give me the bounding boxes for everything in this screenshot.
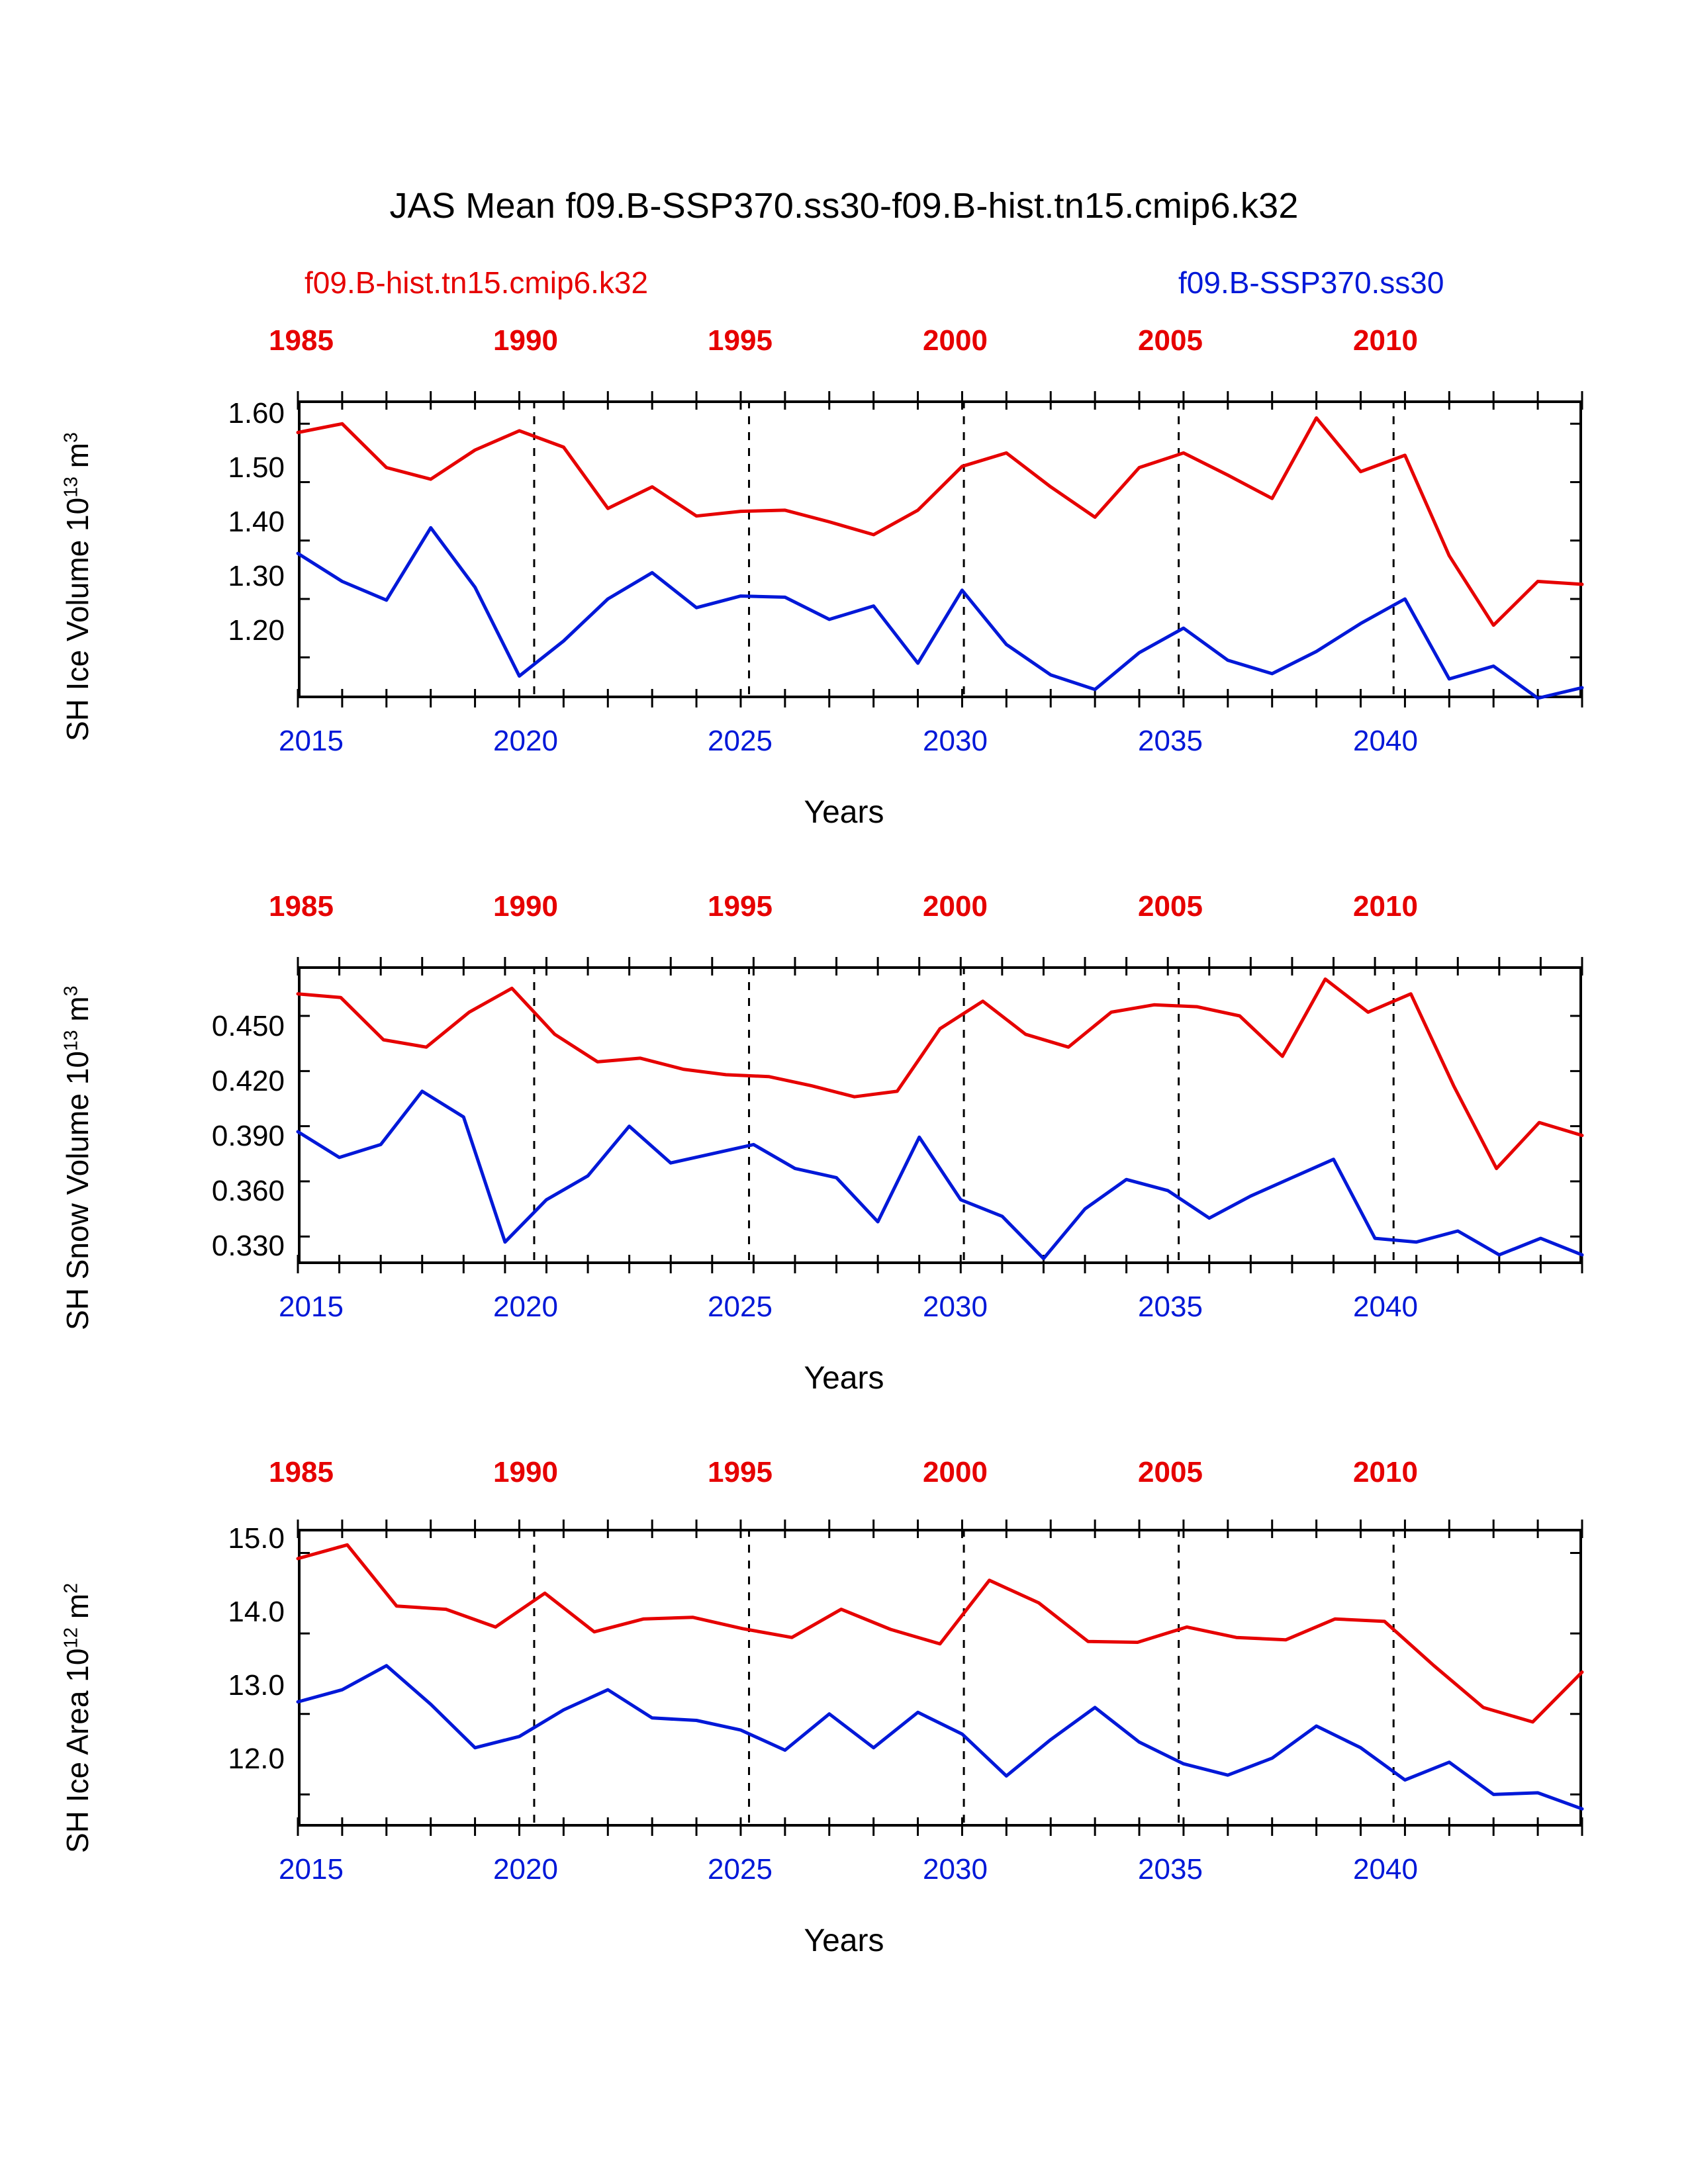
- bottom-tick-2040-p3: 2040: [1353, 1853, 1418, 1886]
- top-tick-1995: 1995: [708, 324, 773, 357]
- top-tick-1995-p3: 1995: [708, 1456, 773, 1488]
- ytick-0.360: 0.360: [211, 1175, 285, 1207]
- top-tick-1985-p2: 1985: [269, 890, 334, 923]
- y-axis-label-unit: m: [60, 1593, 95, 1627]
- ytick-1.30: 1.30: [228, 560, 285, 592]
- ytick-13.0: 13.0: [228, 1669, 285, 1702]
- bottom-tick-2030-p3: 2030: [923, 1853, 988, 1886]
- top-tick-1995-p2: 1995: [708, 890, 773, 923]
- bottom-tick-2035-p2: 2035: [1138, 1291, 1203, 1323]
- bottom-tick-2025-p2: 2025: [708, 1291, 773, 1323]
- ytick-0.450: 0.450: [211, 1010, 285, 1042]
- y-axis-label-unit: m: [60, 442, 95, 477]
- y-axis-label-unit: m: [60, 996, 95, 1030]
- page-title: JAS Mean f09.B-SSP370.ss30-f09.B-hist.tn15.cmip6.k32: [389, 186, 1299, 226]
- top-tick-2010: 2010: [1353, 324, 1418, 357]
- y-axis-label-exp: 13: [60, 477, 82, 498]
- bottom-tick-2020: 2020: [493, 725, 558, 757]
- y-axis-label-exp: 13: [60, 1030, 82, 1052]
- top-tick-2010-p3: 2010: [1353, 1456, 1418, 1488]
- top-tick-1990-p3: 1990: [493, 1456, 558, 1488]
- ytick-14.0: 14.0: [228, 1596, 285, 1628]
- bottom-tick-2015: 2015: [279, 725, 344, 757]
- y-axis-label-unit-exp: 3: [60, 985, 82, 997]
- legend-historical-label: f09.B-hist.tn15.cmip6.k32: [305, 265, 649, 300]
- top-tick-2005-p2: 2005: [1138, 890, 1203, 923]
- ytick-0.390: 0.390: [211, 1120, 285, 1152]
- top-tick-2000: 2000: [923, 324, 988, 357]
- top-tick-2010-p2: 2010: [1353, 890, 1418, 923]
- top-tick-2000-p3: 2000: [923, 1456, 988, 1488]
- top-tick-2005-p3: 2005: [1138, 1456, 1203, 1488]
- top-tick-1985-p3: 1985: [269, 1456, 334, 1488]
- y-axis-label-exp: 12: [60, 1627, 82, 1649]
- legend-scenario-label: f09.B-SSP370.ss30: [1178, 265, 1444, 300]
- ytick-15.0: 15.0: [228, 1522, 285, 1555]
- ytick-0.330: 0.330: [211, 1230, 285, 1262]
- bottom-tick-2025-p3: 2025: [708, 1853, 773, 1886]
- bottom-tick-2020-p3: 2020: [493, 1853, 558, 1886]
- ytick-0.420: 0.420: [211, 1065, 285, 1097]
- y-axis-label-text: SH Ice Volume 10: [60, 497, 95, 741]
- bottom-tick-2035-p3: 2035: [1138, 1853, 1203, 1886]
- top-tick-1990: 1990: [493, 324, 558, 357]
- bottom-tick-2040-p2: 2040: [1353, 1291, 1418, 1323]
- x-axis-title-ice-volume: Years: [804, 795, 884, 830]
- top-tick-1985: 1985: [269, 324, 334, 357]
- top-tick-2005: 2005: [1138, 324, 1203, 357]
- ytick-12.0: 12.0: [228, 1743, 285, 1775]
- y-axis-label-unit-exp: 2: [60, 1582, 82, 1594]
- y-axis-label-unit-exp: 3: [60, 432, 82, 443]
- bottom-tick-2015-p3: 2015: [279, 1853, 344, 1886]
- bottom-tick-2040: 2040: [1353, 725, 1418, 757]
- bottom-tick-2030: 2030: [923, 725, 988, 757]
- ytick-1.20: 1.20: [228, 614, 285, 647]
- ytick-1.40: 1.40: [228, 506, 285, 538]
- bottom-tick-2025: 2025: [708, 725, 773, 757]
- bottom-tick-2020-p2: 2020: [493, 1291, 558, 1323]
- bottom-tick-2015-p2: 2015: [279, 1291, 344, 1323]
- ytick-1.50: 1.50: [228, 451, 285, 484]
- x-axis-title-ice-area: Years: [804, 1923, 884, 1958]
- top-tick-1990-p2: 1990: [493, 890, 558, 923]
- bottom-tick-2035: 2035: [1138, 725, 1203, 757]
- y-axis-label-text: SH Ice Area 10: [60, 1648, 95, 1853]
- top-tick-2000-p2: 2000: [923, 890, 988, 923]
- y-axis-label-text: SH Snow Volume 10: [60, 1051, 95, 1330]
- x-axis-title-snow-volume: Years: [804, 1361, 884, 1396]
- ytick-1.60: 1.60: [228, 397, 285, 430]
- bottom-tick-2030-p2: 2030: [923, 1291, 988, 1323]
